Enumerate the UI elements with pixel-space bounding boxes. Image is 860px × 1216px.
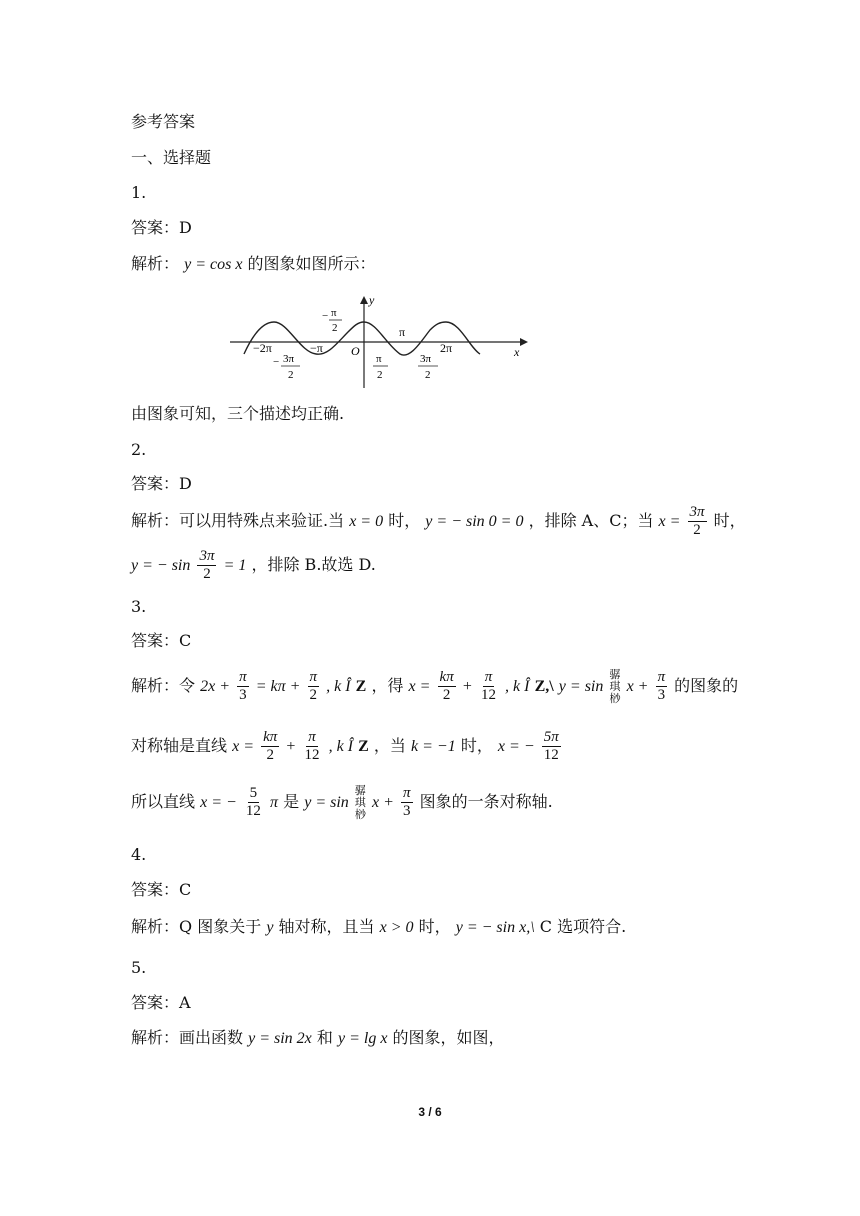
fraction-denominator: 2: [266, 747, 274, 763]
q5-text: 解析：画出函数: [131, 1028, 244, 1047]
q3-fraction: [438, 669, 456, 704]
q2-analysis-line2: [131, 546, 376, 585]
fraction-denominator: 2: [203, 566, 211, 582]
q3-analysis-line1: [131, 666, 738, 707]
pi-half-den: 2: [377, 369, 383, 381]
q1-analysis-suffix: 的图象如图所示：: [247, 254, 376, 273]
x-axis-arrow: [520, 338, 528, 346]
fraction-numerator: π: [309, 669, 318, 685]
q4-text: 时，: [418, 917, 451, 936]
q3-math: +: [462, 678, 472, 695]
neg-pi-label: −π: [310, 341, 323, 355]
q5-analysis: [131, 1028, 505, 1049]
fraction-denominator: 3: [402, 803, 411, 819]
q3-fraction: [479, 669, 498, 704]
neg-three-pi-sign: −: [273, 356, 280, 368]
fraction-numerator: 5: [249, 785, 258, 801]
q2-fraction: [197, 548, 216, 583]
q4-math: y: [266, 919, 274, 936]
garbled-glyph: 桫: [354, 807, 366, 821]
q2-math: y = − sin: [131, 557, 191, 574]
q3-math: k = −1: [411, 738, 456, 755]
q3-analysis-line3: [131, 782, 553, 823]
two-pi-label: 2π: [440, 341, 453, 355]
q3-math: Z,\: [534, 678, 554, 695]
q3-math: x = −: [497, 738, 535, 755]
q2-analysis-line1: [131, 502, 746, 541]
neg-three-pi-num: 3π: [283, 353, 295, 365]
q2-number: 2.: [131, 440, 147, 459]
q3-text: 所以直线: [131, 792, 196, 811]
garbled-glyph: 骣: [354, 783, 366, 797]
q3-math: y = sin: [558, 678, 604, 695]
q3-fraction: [542, 729, 561, 764]
q5-answer: 答案：A: [131, 993, 191, 1012]
q3-answer: 答案：C: [131, 631, 192, 650]
fraction-denominator: 2: [309, 687, 318, 703]
q3-fraction: [244, 785, 263, 820]
q3-text: ，当: [373, 736, 406, 755]
q3-fraction: [401, 785, 413, 820]
fraction-denominator: 12: [480, 687, 496, 703]
q1-conclusion: 由图象可知，三个描述均正确.: [131, 404, 345, 423]
q3-math: x = −: [200, 794, 237, 811]
garbled-glyph: 桫: [609, 691, 621, 705]
section-title: 一、选择题: [131, 148, 212, 167]
q2-math: x = 0: [349, 513, 384, 530]
q3-fraction: [237, 669, 249, 704]
q3-math: 2x +: [200, 678, 231, 695]
pi-half-num: π: [376, 353, 382, 365]
q4-math: y = − sin x,\: [455, 919, 535, 936]
neg-sign-label: −: [322, 310, 329, 322]
q3-text: 对称轴是直线: [131, 736, 228, 755]
cosine-graph: [228, 292, 528, 392]
q3-math: π: [270, 794, 279, 811]
q3-text: 是: [283, 792, 300, 811]
x-axis-label: x: [514, 345, 520, 359]
q1-analysis-prefix: 解析：: [131, 254, 180, 273]
q2-math: = 1: [223, 557, 247, 574]
pi-label: π: [399, 325, 406, 339]
q2-math: x =: [658, 513, 681, 530]
q2-text: ，排除 A、C；当: [528, 511, 654, 530]
fraction-numerator: π: [239, 669, 247, 685]
q3-math: , k Î: [326, 678, 351, 695]
fraction-denominator: 3: [239, 687, 247, 703]
fraction-numerator: 3π: [199, 548, 215, 564]
garbled-glyph: 骣: [609, 667, 621, 681]
q1-analysis: [131, 254, 376, 275]
fraction-denominator: 12: [543, 747, 559, 763]
garbled-bracket: [609, 669, 620, 705]
neg-pi-half-num: π: [331, 307, 337, 319]
fraction-numerator: kπ: [263, 729, 278, 745]
q3-text: 时，: [460, 736, 493, 755]
garbled-bracket: [355, 785, 366, 821]
garbled-glyph: 琪: [609, 679, 621, 693]
q3-text: 的图象的: [674, 676, 739, 695]
fraction-denominator: 3: [657, 687, 666, 703]
three-pi-half-num: 3π: [420, 353, 432, 365]
q2-math: y = − sin 0 = 0: [425, 513, 524, 530]
fraction-numerator: π: [402, 785, 411, 801]
y-axis-arrow: [360, 296, 368, 304]
q5-math: y = lg x: [337, 1030, 388, 1047]
q3-fraction: [261, 729, 279, 764]
q4-number: 4.: [131, 845, 147, 864]
garbled-glyph: 琪: [354, 795, 366, 809]
q3-fraction: [303, 729, 322, 764]
q2-answer: 答案：D: [131, 474, 192, 493]
neg-pi-half-den: 2: [332, 322, 338, 334]
fraction-denominator: 12: [304, 747, 320, 763]
origin-label: O: [351, 344, 360, 358]
q3-fraction: [308, 669, 320, 704]
q3-text: 图象的一条对称轴.: [419, 792, 553, 811]
q1-formula: y = cos x: [184, 256, 243, 273]
q5-text: 和: [316, 1028, 333, 1047]
q1-number: 1.: [131, 183, 147, 202]
q5-text: 的图象，如图，: [392, 1028, 505, 1047]
fraction-numerator: π: [484, 669, 493, 685]
q3-math: , k Î: [505, 678, 530, 695]
q3-math: x +: [626, 678, 649, 695]
q4-text: 解析：Q 图象关于: [131, 917, 262, 936]
q3-math: x =: [408, 678, 431, 695]
q3-math: , k Î: [328, 738, 354, 755]
q2-text: 解析：可以用特殊点来验证.当: [131, 511, 345, 530]
neg-two-pi-label: −2π: [253, 341, 272, 355]
q3-math: +: [286, 738, 296, 755]
q3-math: = kπ +: [255, 678, 301, 695]
q3-fraction: [656, 669, 668, 704]
q5-number: 5.: [131, 958, 147, 977]
fraction-numerator: 5π: [543, 729, 559, 745]
q2-text: ，排除 B.故选 D.: [251, 555, 376, 574]
q3-math: y = sin: [304, 794, 349, 811]
q3-math: x =: [232, 738, 255, 755]
q4-math: x > 0: [379, 919, 414, 936]
neg-three-pi-den: 2: [288, 369, 294, 381]
answer-heading: 参考答案: [131, 112, 196, 131]
page-number: 3 / 6: [418, 1105, 442, 1119]
q1-answer: 答案：D: [131, 218, 192, 237]
q4-text: 轴对称，且当: [278, 917, 375, 936]
q3-math: x +: [371, 794, 394, 811]
q3-math: Z: [355, 678, 367, 695]
fraction-denominator: 2: [693, 522, 701, 538]
q2-fraction: [688, 504, 707, 539]
fraction-numerator: π: [308, 729, 316, 745]
q3-text: ，得: [371, 676, 404, 695]
q2-text: 时，: [388, 511, 421, 530]
q3-math: Z: [358, 738, 369, 755]
q2-text: 时，: [713, 511, 746, 530]
q4-text: C 选项符合.: [539, 917, 627, 936]
q3-text: 解析：令: [131, 676, 196, 695]
q3-analysis-line2: [131, 726, 563, 767]
fraction-denominator: 2: [442, 687, 451, 703]
q4-analysis: [131, 917, 626, 938]
fraction-numerator: 3π: [689, 504, 705, 520]
y-axis-label: y: [369, 293, 375, 307]
three-pi-half-den: 2: [425, 369, 431, 381]
q4-answer: 答案：C: [131, 880, 192, 899]
q5-math: y = sin 2x: [248, 1030, 312, 1047]
fraction-numerator: π: [657, 669, 666, 685]
q3-number: 3.: [131, 597, 147, 616]
fraction-denominator: 12: [245, 803, 261, 819]
fraction-numerator: kπ: [439, 669, 454, 685]
